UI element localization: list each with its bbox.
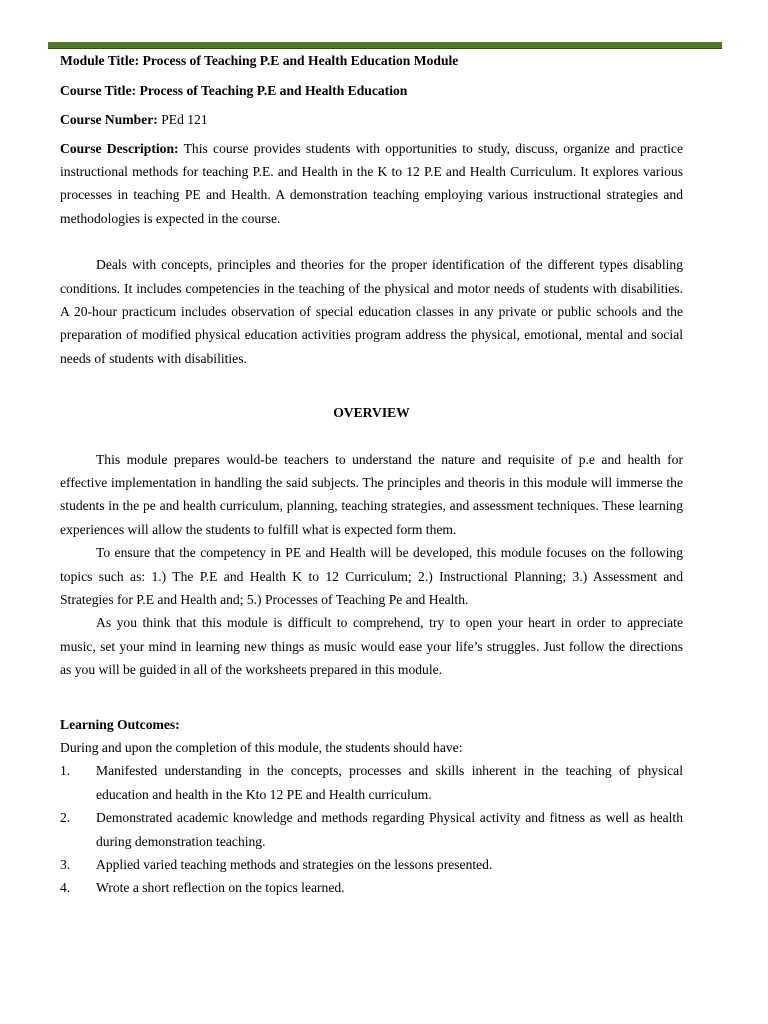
list-item — [60, 853, 683, 876]
course-number-label: Course Number: — [60, 112, 158, 127]
learning-outcomes-list — [60, 759, 683, 899]
learning-outcomes-intro: During and upon the completion of this module, the students should have: — [60, 740, 463, 756]
list-item-text: Wrote a short reflection on the topics learned. — [96, 880, 345, 896]
list-item-text: Applied varied teaching methods and strategies on the lessons presented. — [96, 857, 493, 873]
course-description — [60, 137, 683, 231]
overview-paragraph-1: This module prepares would-be teachers to understand the nature and requisite of p.e and health for effective implementation in handling the said subjects. The principles and theoris in this module will immerse the students in the pe and health curriculum, planning, teaching strategies, and assessment techniques. These learning experiences will allow the students to fulfill what is expected form them. — [60, 451, 683, 537]
course-description-label: Course Description: — [60, 140, 179, 156]
learning-outcomes-title: Learning Outcomes: — [60, 716, 180, 732]
document-page — [60, 46, 683, 900]
overview-heading: OVERVIEW — [333, 405, 410, 421]
module-title-label: Module Title: — [60, 53, 140, 68]
course-title-value: Process of Teaching P.E and Health Education — [139, 82, 408, 98]
overview-paragraph-3: As you think that this module is difficult to comprehend, try to open your heart in order to appreciate music, set your mind in learning new things as music would ease your life’s struggles. Just follow the directions as you will be guided in all of the worksheets prepared in this module. — [60, 615, 683, 678]
list-item-text: Demonstrated academic knowledge and methods regarding Physical activity and fitness as well as health during demonstration teaching. — [96, 810, 683, 849]
course-title-label: Course Title: — [60, 82, 137, 98]
list-item — [60, 876, 683, 899]
list-item — [60, 806, 683, 853]
description-paragraph-2: Deals with concepts, principles and theories for the proper identification of the different types disabling conditions. It includes competencies in the teaching of the physical and motor needs of students with disabilities. A 20-hour practicum includes observation of special education classes in any private or public schools and the preparation of modified physical education activities program address the physical, emotional, mental and social needs of students with disabilities. — [60, 257, 683, 366]
module-title-value: Process of Teaching P.E and Health Education Module — [142, 53, 459, 68]
course-number-value: PEd 121 — [161, 112, 208, 127]
module-title — [60, 46, 683, 76]
course-title — [60, 76, 683, 106]
list-item-text: Manifested understanding in the concepts, processes and skills inherent in the teaching of physical education and health in the Kto 12 PE and Health curriculum. — [96, 763, 683, 802]
list-item — [60, 759, 683, 806]
course-number — [60, 105, 683, 135]
list-item-number: 1. — [60, 763, 71, 779]
list-item-number: 2. — [60, 810, 71, 826]
course-description-text: This course provides students with opportunities to study, discuss, organize and practice instructional methods for teaching P.E. and Health in the K to 12 P.E and Health Curriculum. It explores various processes in teaching PE and Health. A demonstration teaching employing various instructional strategies and methodologies is expected in the course. — [60, 140, 683, 226]
list-item-number: 4. — [60, 880, 71, 896]
list-item-number: 3. — [60, 857, 71, 873]
overview-paragraph-2: To ensure that the competency in PE and Health will be developed, this module focuses on the following topics such as: 1.) The P.E and Health K to 12 Curriculum; 2.) Instructional Planning; 3.) Assessment and Strategies for P.E and Health and; 5.) Processes of Teaching Pe and Health. — [60, 545, 683, 607]
